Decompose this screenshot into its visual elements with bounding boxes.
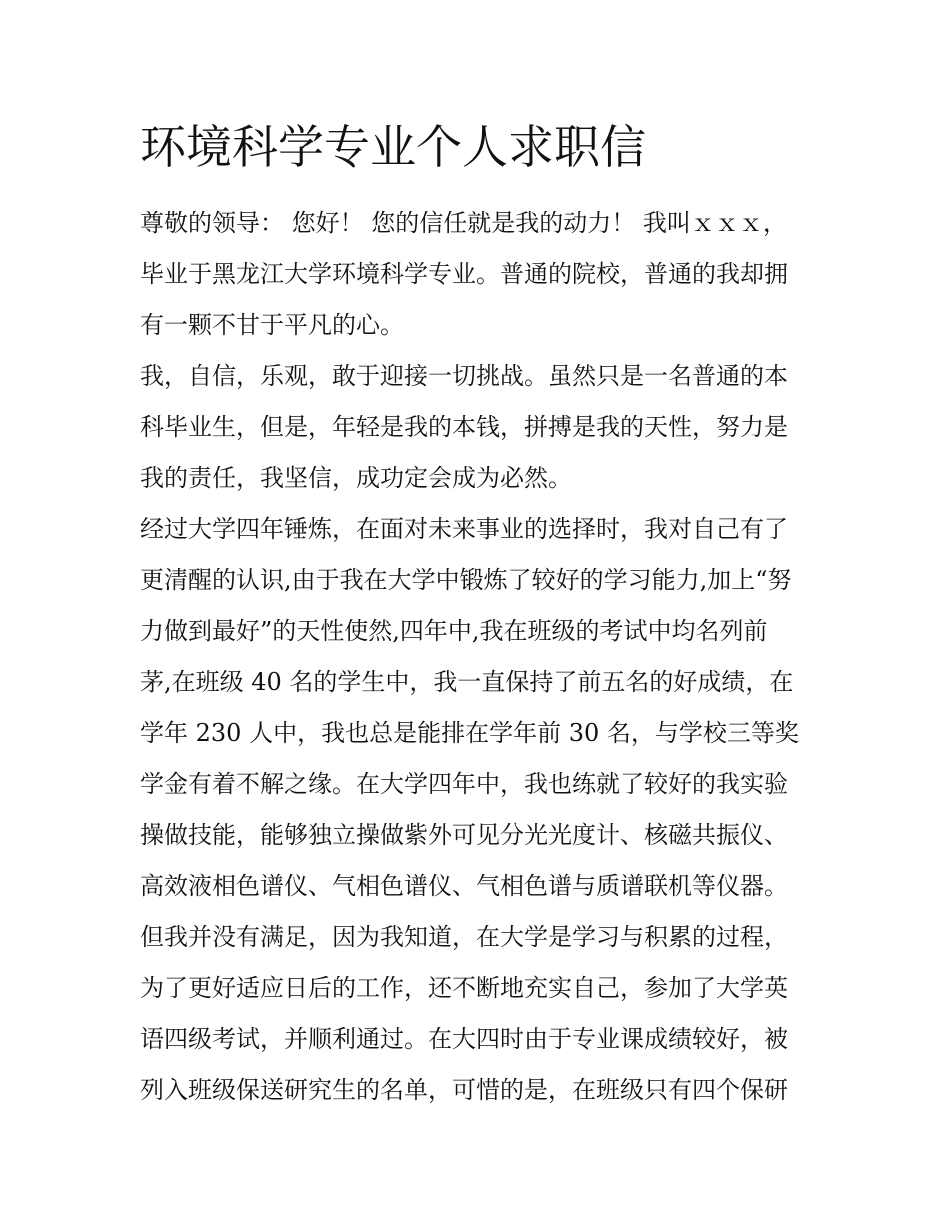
body-line: 科毕业生，但是，年轻是我的本钱，拼搏是我的天性，努力是 xyxy=(140,413,788,441)
body-line: 我的责任，我坚信，成功定会成为必然。 xyxy=(140,464,572,492)
body-line: 高效液相色谱仪、气相色谱仪、气相色谱与质谱联机等仪器。 xyxy=(140,872,788,900)
body-line: 经过大学四年锤炼，在面对未来事业的选择时，我对自己有了 xyxy=(140,515,788,543)
body-line: 列入班级保送研究生的名单，可惜的是，在班级只有四个保研 xyxy=(140,1076,788,1104)
document-title: 环境科学专业个人求职信 xyxy=(140,120,646,174)
body-line: 学年 230 人中，我也总是能排在学年前 30 名，与学校三等奖 xyxy=(140,719,799,747)
body-line: 我，自信，乐观，敢于迎接一切挑战。虽然只是一名普通的本 xyxy=(140,362,788,390)
body-line: 尊敬的领导： 您好！ 您的信任就是我的动力！ 我叫ｘｘｘ， xyxy=(140,209,787,237)
body-line: 学金有着不解之缘。在大学四年中，我也练就了较好的我实验 xyxy=(140,770,788,798)
body-line: 茅,在班级 40 名的学生中，我一直保持了前五名的好成绩，在 xyxy=(140,668,794,696)
body-line: 有一颗不甘于平凡的心。 xyxy=(140,311,404,339)
body-line: 语四级考试，并顺利通过。在大四时由于专业课成绩较好，被 xyxy=(140,1025,788,1053)
document-body xyxy=(140,198,820,1116)
body-line: 为了更好适应日后的工作，还不断地充实自己，参加了大学英 xyxy=(140,974,788,1002)
body-line: 更清醒的认识,由于我在大学中锻炼了较好的学习能力,加上“努 xyxy=(140,566,792,594)
body-line: 但我并没有满足，因为我知道，在大学是学习与积累的过程， xyxy=(140,923,788,951)
body-line: 操做技能，能够独立操做紫外可见分光光度计、核磁共振仪、 xyxy=(140,821,788,849)
body-line: 力做到最好”的天性使然,四年中,我在班级的考试中均名列前 xyxy=(140,617,768,645)
body-line: 毕业于黑龙江大学环境科学专业。普通的院校，普通的我却拥 xyxy=(140,260,788,288)
